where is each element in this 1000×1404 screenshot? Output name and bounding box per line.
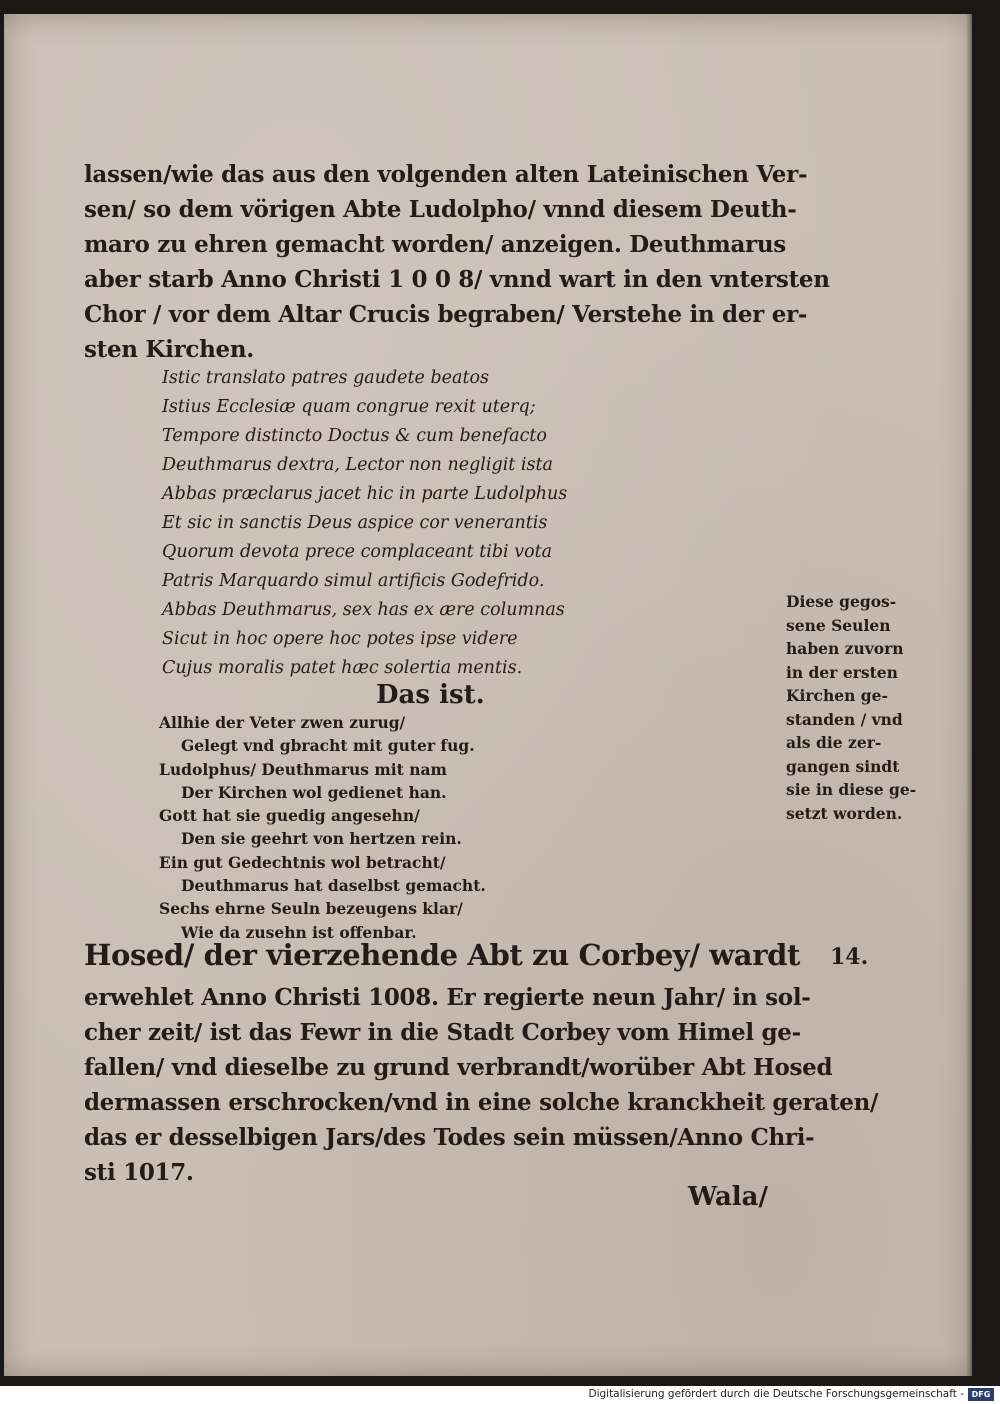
latin-verse-line: Tempore distincto Doctus & cum benefacto bbox=[162, 426, 547, 446]
latin-verse-line: Istius Ecclesiæ quam congrue rexit uterq; bbox=[162, 397, 536, 417]
margin-note-line: Diese gegos- bbox=[786, 592, 897, 611]
margin-note-line: als die zer- bbox=[786, 733, 882, 752]
latin-verse-line: Quorum devota prece complaceant tibi vota bbox=[162, 542, 553, 562]
margin-note-line: setzt worden. bbox=[786, 803, 903, 823]
latin-verse-block bbox=[162, 364, 567, 683]
latin-verse-line: Cujus moralis patet hæc solertia mentis. bbox=[162, 658, 523, 678]
page-edge-shadow bbox=[966, 14, 972, 1376]
prose-top-block bbox=[84, 157, 830, 367]
margin-note-line: haben zuvorn bbox=[786, 639, 904, 658]
prose-line: fallen/ vnd dieselbe zu grund verbrandt/worüber Abt Hosed bbox=[84, 1054, 833, 1081]
prose-bottom-block bbox=[84, 980, 879, 1190]
prose-line: das er desselbigen Jars/des Todes sein müssen/Anno Chri- bbox=[84, 1124, 815, 1151]
prose-line: sten Kirchen. bbox=[84, 336, 254, 363]
margin-note-line: in der ersten bbox=[786, 662, 898, 682]
book-page bbox=[4, 14, 972, 1376]
translation-heading: Das ist. bbox=[376, 680, 485, 710]
latin-verse-line: Patris Marquardo simul artificis Godefrido. bbox=[162, 571, 545, 591]
footer bbox=[0, 1386, 1000, 1404]
german-verse-line: Den sie geehrt von hertzen rein. bbox=[181, 829, 462, 849]
section-heading: Hosed/ der vierzehende Abt zu Corbey/ wardt bbox=[84, 938, 800, 972]
latin-verse-line: Abbas Deuthmarus, sex has ex ære columnas bbox=[162, 600, 565, 620]
german-verse-line: Ludolphus/ Deuthmarus mit nam bbox=[159, 759, 447, 779]
german-verse-line: Allhie der Veter zwen zurug/ bbox=[159, 713, 406, 732]
german-verse-line: Deuthmarus hat daselbst gemacht. bbox=[181, 876, 486, 896]
prose-line: lassen/wie das aus den volgenden alten Lateinischen Ver- bbox=[84, 161, 808, 188]
latin-verse-line: Et sic in sanctis Deus aspice cor venerantis bbox=[162, 513, 548, 533]
latin-verse-line: Abbas præclarus jacet hic in parte Ludolphus bbox=[162, 484, 568, 504]
latin-verse-line: Istic translato patres gaudete beatos bbox=[162, 368, 490, 388]
german-verse-block bbox=[159, 711, 486, 944]
dfg-logo: DFG bbox=[968, 1388, 994, 1401]
prose-line: sti 1017. bbox=[84, 1159, 194, 1186]
margin-note-line: Kirchen ge- bbox=[786, 686, 888, 705]
margin-note-line: standen / vnd bbox=[786, 709, 903, 729]
margin-note-line: sene Seulen bbox=[786, 615, 891, 635]
latin-verse-line: Deuthmarus dextra, Lector non negligit ista bbox=[162, 455, 553, 475]
german-verse-line: Ein gut Gedechtnis wol betracht/ bbox=[159, 852, 446, 872]
prose-line: aber starb Anno Christi 1 0 0 8/ vnnd wart in den vntersten bbox=[84, 266, 830, 293]
margin-note-line: gangen sindt bbox=[786, 756, 900, 776]
section-number: 14. bbox=[830, 944, 869, 970]
german-verse-line: Wie da zusehn ist offenbar. bbox=[181, 922, 417, 942]
german-verse-line: Gott hat sie guedig angesehn/ bbox=[159, 806, 420, 826]
german-verse-line: Gelegt vnd gbracht mit guter fug. bbox=[181, 736, 475, 756]
prose-line: dermassen erschrocken/vnd in eine solche kranckheit geraten/ bbox=[84, 1089, 879, 1116]
catchword: Wala/ bbox=[688, 1182, 769, 1212]
margin-note-line: sie in diese ge- bbox=[786, 780, 917, 799]
german-verse-line: Sechs ehrne Seuln bezeugens klar/ bbox=[159, 899, 463, 919]
prose-line: sen/ so dem vörigen Abte Ludolpho/ vnnd diesem Deuth- bbox=[84, 196, 797, 223]
margin-note bbox=[786, 590, 916, 825]
prose-line: cher zeit/ ist das Fewr in die Stadt Corbey vom Himel ge- bbox=[84, 1019, 801, 1046]
footer-credit: Digitalisierung gefördert durch die Deutsche Forschungsgemeinschaft - bbox=[588, 1388, 964, 1400]
prose-line: Chor / vor dem Altar Crucis begraben/ Verstehe in der er- bbox=[84, 301, 808, 328]
prose-line: maro zu ehren gemacht worden/ anzeigen. Deuthmarus bbox=[84, 231, 786, 258]
german-verse-line: Der Kirchen wol gedienet han. bbox=[181, 782, 447, 802]
prose-line: erwehlet Anno Christi 1008. Er regierte neun Jahr/ in sol- bbox=[84, 984, 811, 1011]
latin-verse-line: Sicut in hoc opere hoc potes ipse videre bbox=[162, 629, 518, 649]
